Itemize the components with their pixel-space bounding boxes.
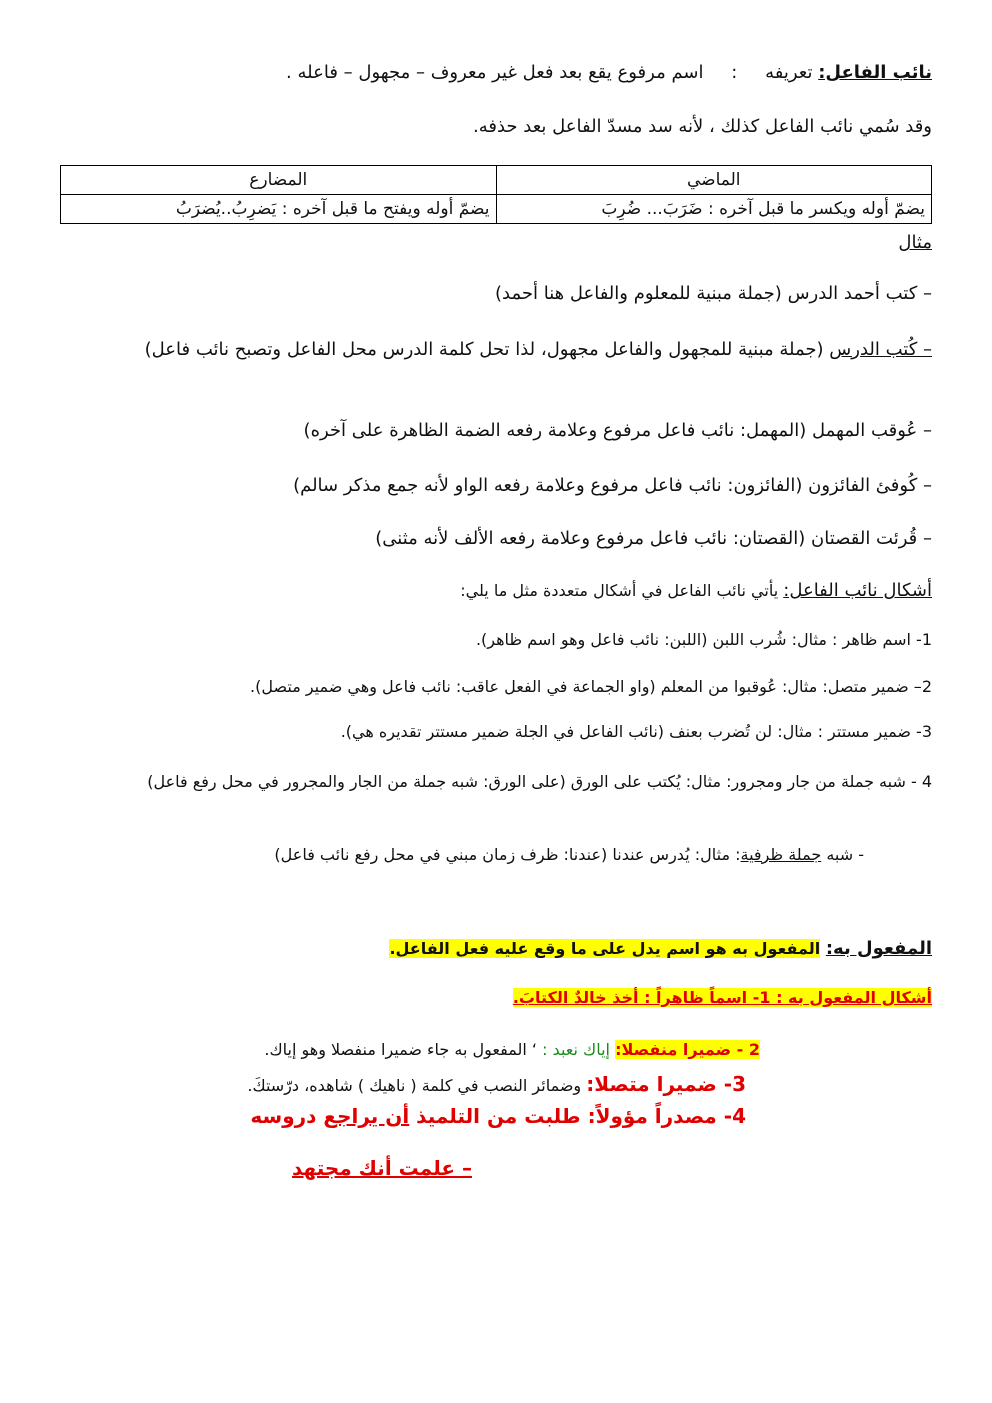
form4-text-underlined: أن يراجع xyxy=(323,1104,410,1128)
form-adverb xyxy=(274,845,864,864)
form2-example: إياك نعبد : xyxy=(542,1040,610,1059)
form4-label: 4- مصدراً مؤولاً: xyxy=(587,1104,746,1128)
term-passive-subject: نائب الفاعل: xyxy=(818,62,932,83)
header-past: الماضي xyxy=(496,166,932,195)
example-desc: (المهمل: نائب فاعل مرفوع وعلامة رفعه الضمة الظاهرة على آخره) xyxy=(303,420,807,441)
example-desc: (جملة مبنية للمعلوم والفاعل هنا أحمد) xyxy=(494,283,782,304)
example-verb: – عُوقب المهمل xyxy=(812,420,932,441)
forms-heading-line xyxy=(460,580,932,601)
example-label: مثال xyxy=(898,232,932,253)
form-item: 4 - شبه جملة من جار ومجرور: مثال: يُكتب على الورق (على الورق: شبه جملة من الجار والمجرور في محل رفع فاعل) xyxy=(147,772,932,791)
example-desc: (الفائزون: نائب فاعل مرفوع وعلامة رفعه الواو لأنه جمع مذكر سالم) xyxy=(293,475,803,496)
form-item: 2– ضمير متصل: مثال: عُوقبوا من المعلم (واو الجماعة في الفعل عاقب: نائب فاعل وهي ضمير متصل). xyxy=(250,677,932,696)
example-verb: – كُوفئ الفائزون xyxy=(808,475,932,496)
form4-text-b: دروسه xyxy=(250,1104,317,1128)
example-desc: (القصتان: نائب فاعل مرفوع وعلامة رفعه الألف لأنه مثنى) xyxy=(375,528,806,549)
definition-label: تعريفه xyxy=(765,62,813,83)
object-form-5: – علمت أنك مجتهد xyxy=(292,1156,472,1180)
definition-text: اسم مرفوع يقع بعد فعل غير معروف – مجهول – فاعله . xyxy=(286,62,704,83)
form2-label: 2 - ضميرا منفصلا: xyxy=(615,1040,760,1059)
forms-heading: أشكال نائب الفاعل: xyxy=(783,580,932,601)
conjugation-table xyxy=(60,165,932,224)
form-adverb-prefix: - شبه xyxy=(826,845,864,864)
form-adverb-underlined: جملة ظرفية xyxy=(740,845,822,864)
definition-colon: : xyxy=(731,62,738,83)
example-5 xyxy=(375,528,932,549)
example-verb: – كُتب الدرس xyxy=(829,339,932,360)
example-1 xyxy=(495,283,932,304)
object-form-4 xyxy=(250,1104,746,1128)
form3-label: 3- ضميرا متصلا: xyxy=(586,1072,746,1096)
object-form-2 xyxy=(264,1040,760,1059)
forms-intro: يأتي نائب الفاعل في أشكال متعددة مثل ما يلي: xyxy=(460,581,779,600)
example-2 xyxy=(60,335,932,365)
example-4 xyxy=(293,475,932,496)
example-verb: – قُرئت القصتان xyxy=(811,528,932,549)
header-present: المضارع xyxy=(61,166,497,195)
form-adverb-text: : مثال: يُدرس عندنا (عندنا: ظرف زمان مبني في محل رفع نائب فاعل) xyxy=(274,845,741,864)
form3-text: وضمائر النصب في كلمة ( ناهيك ) شاهده، درّستكَ. xyxy=(247,1076,582,1095)
example-verb: – كتب أحمد الدرس xyxy=(787,283,932,304)
definition-line xyxy=(286,62,932,83)
form4-text-a: طلبت من التلميذ xyxy=(416,1104,581,1128)
object-form-3 xyxy=(247,1072,746,1096)
rule-present: يضمّ أوله ويفتح ما قبل آخره : يَضرِبُ..يُضرَبُ xyxy=(61,195,497,224)
form-item: 3- ضمير مستتر : مثال: لن تُضرب بعنف (نائب الفاعل في الجلة ضمير مستتر تقديره هي). xyxy=(340,722,932,741)
form2-text: ‘ المفعول به جاء ضميرا منفصلا وهو إياك. xyxy=(264,1040,537,1059)
object-definition: المفعول به هو اسم يدل على ما وقع عليه فعل الفاعل. xyxy=(389,939,821,958)
example-desc: (جملة مبنية للمجهول والفاعل مجهول، لذا تحل كلمة الدرس محل الفاعل وتصبح نائب فاعل) xyxy=(144,339,824,360)
object-definition-line xyxy=(389,938,932,959)
naming-line: وقد سُمي نائب الفاعل كذلك ، لأنه سد مسدّ الفاعل بعد حذفه. xyxy=(472,116,932,137)
object-term: المفعول به: xyxy=(825,938,932,959)
form-item: 1- اسم ظاهر : مثال: شُرب اللبن (اللبن: نائب فاعل وهو اسم ظاهر). xyxy=(475,630,932,649)
example-3 xyxy=(304,420,932,441)
object-forms-line: أشكال المفعول به : 1- اسماً ظاهراً : أخذ خالدٌ الكتابَ. xyxy=(512,988,932,1007)
rule-past: يضمّ أوله ويكسر ما قبل آخره : ضَرَبَ... ضُرِبَ xyxy=(496,195,932,224)
